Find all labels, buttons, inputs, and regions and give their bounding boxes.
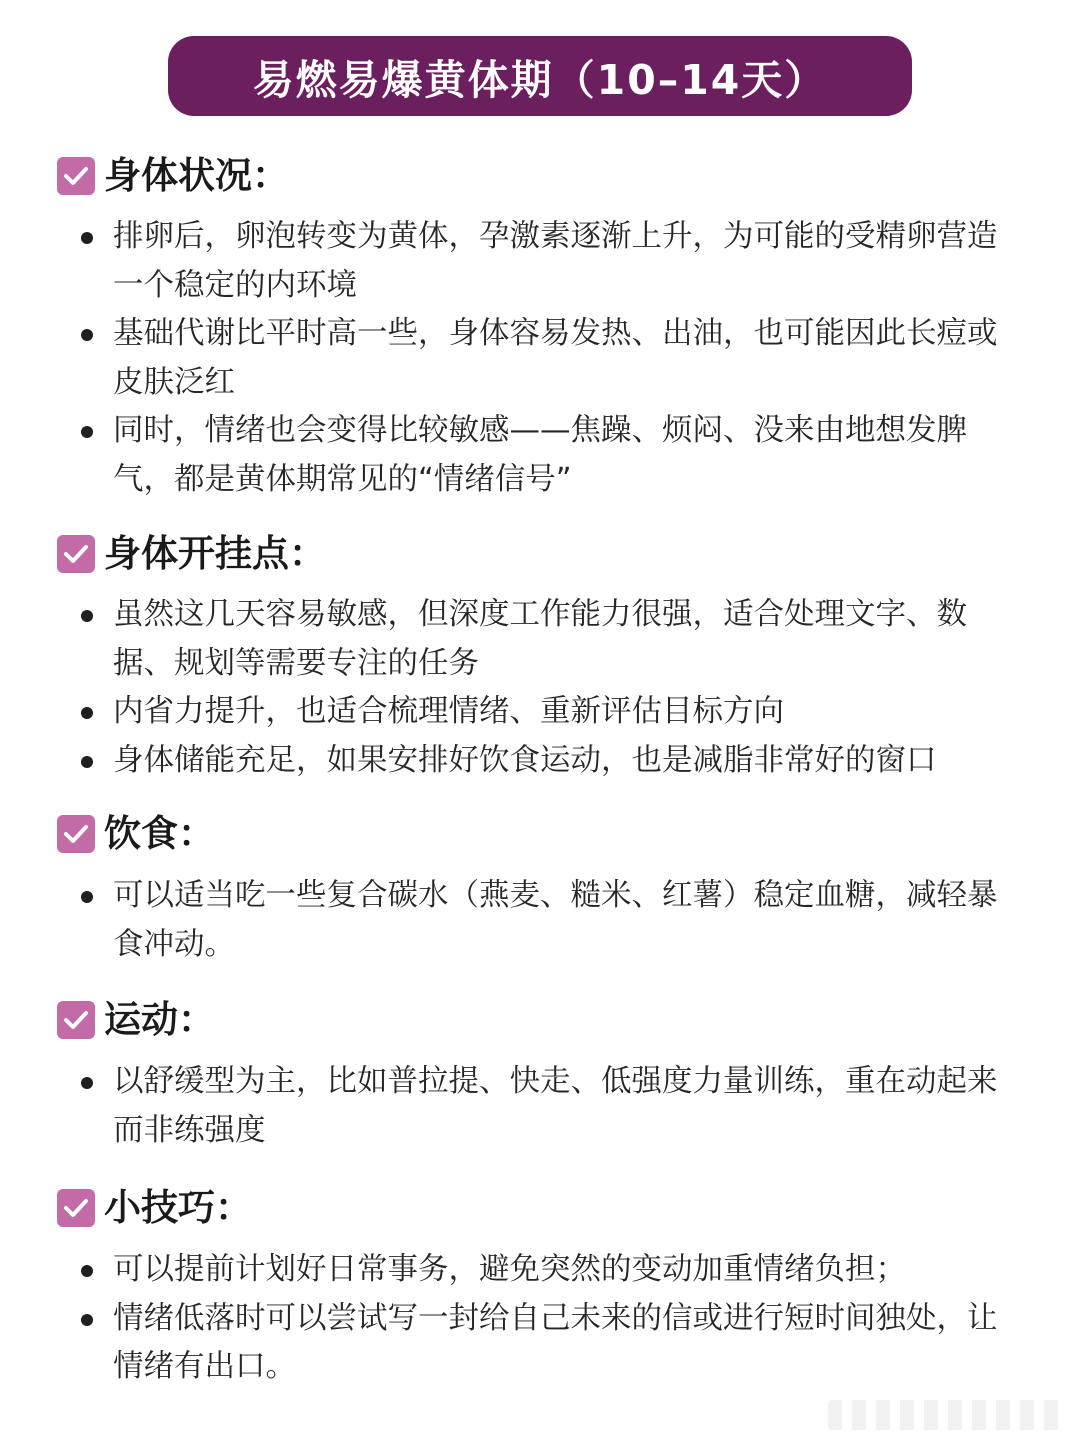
section-title: 身体状况： xyxy=(104,154,289,197)
bullet-dot-icon xyxy=(81,756,93,768)
list-item: 身体储能充足，如果安排好饮食运动，也是减脂非常好的窗口 xyxy=(0,737,1023,786)
section-body-condition xyxy=(0,148,1080,497)
page-title: 易燃易爆黄体期（10–14天） xyxy=(252,55,828,104)
list-item: 基础代谢比平时高一些，身体容易发热、出油，也可能因此长痘或皮肤泛红 xyxy=(0,310,1023,407)
title-banner xyxy=(168,36,912,116)
bullet-dot-icon xyxy=(81,232,93,244)
list-item: 同时，情绪也会变得比较敏感——焦躁、烦闷、没来由地想发脾气，都是黄体期常见的“情绪信号” xyxy=(0,407,1023,504)
list-item: 情绪低落时可以尝试写一封给自己未来的信或进行短时间独处，让情绪有出口。 xyxy=(0,1295,1023,1392)
bullet-list xyxy=(0,1058,1080,1155)
list-item: 内省力提升，也适合梳理情绪、重新评估目标方向 xyxy=(0,688,1023,737)
list-item: 可以提前计划好日常事务，避免突然的变动加重情绪负担； xyxy=(0,1246,1023,1295)
checkbox-checked-icon xyxy=(57,157,95,195)
bullet-dot-icon xyxy=(81,426,93,438)
section-title: 身体开挂点： xyxy=(104,532,326,575)
bullet-list xyxy=(0,872,1080,969)
bullet-dot-icon xyxy=(81,891,93,903)
watermark xyxy=(828,1400,1068,1430)
bullet-list xyxy=(0,213,1080,504)
list-item: 以舒缓型为主，比如普拉提、快走、低强度力量训练，重在动起来而非练强度 xyxy=(0,1058,1023,1155)
bullet-dot-icon xyxy=(81,329,93,341)
section-title: 运动： xyxy=(104,998,215,1041)
section-diet xyxy=(0,806,1080,962)
list-item: 排卵后，卵泡转变为黄体，孕激素逐渐上升，为可能的受精卵营造一个稳定的内环境 xyxy=(0,213,1023,310)
section-title: 小技巧： xyxy=(104,1186,252,1229)
bullet-list xyxy=(0,591,1080,785)
bullet-dot-icon xyxy=(81,1077,93,1089)
bullet-dot-icon xyxy=(81,1314,93,1326)
list-item: 可以适当吃一些复合碳水（燕麦、糙米、红薯）稳定血糖，减轻暴食冲动。 xyxy=(0,872,1023,969)
checkbox-checked-icon xyxy=(57,815,95,853)
checkbox-checked-icon xyxy=(57,1001,95,1039)
section-title: 饮食： xyxy=(104,812,215,855)
checkbox-checked-icon xyxy=(57,1189,95,1227)
section-body-advantages xyxy=(0,526,1080,778)
section-exercise xyxy=(0,992,1080,1148)
bullet-dot-icon xyxy=(81,1265,93,1277)
bullet-dot-icon xyxy=(81,610,93,622)
checkbox-checked-icon xyxy=(57,535,95,573)
list-item: 虽然这几天容易敏感，但深度工作能力很强，适合处理文字、数据、规划等需要专注的任务 xyxy=(0,591,1023,688)
bullet-list xyxy=(0,1246,1080,1392)
bullet-dot-icon xyxy=(81,707,93,719)
section-tips xyxy=(0,1180,1080,1384)
